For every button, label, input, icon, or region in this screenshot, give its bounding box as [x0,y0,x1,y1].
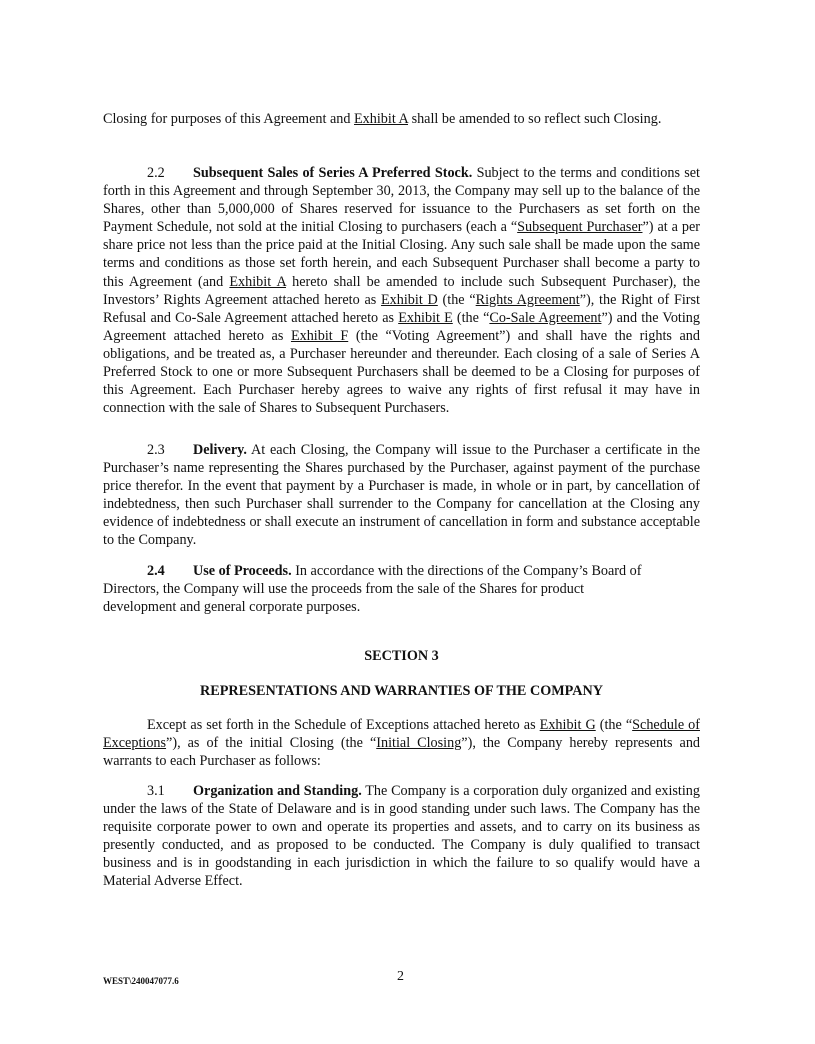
section-2-3-title: Delivery. [193,442,247,458]
intro-paragraph: Closing for purposes of this Agreement and Exhibit A shall be amended to so reflect such Closing. [103,111,662,127]
section-2-4-paragraph: 2.4 Use of Proceeds. In accordance with the directions of the Company’s Board of Directors, the Company will use the proceeds from the sale of the Shares for product development and general corporate purposes. [103,563,642,616]
section-2-2-title: Subsequent Sales of Series A Preferred Stock. [193,165,473,181]
section-3-1-paragraph: 3.1 Organization and Standing. The Company is a corporation duly organized and existing under the laws of the State of Delaware and is in good standing under such laws. The Company has the requisite corporate power to own and operate its properties and assets, and to carry on its business as presently conducted, and as proposed to be conducted. The Company is duly qualified to transact business and is in goodstanding in each jurisdiction in which the failure to so qualify would have a Material Adverse Effect. [103,783,700,890]
document-id: WEST\240047077.6 [103,976,179,986]
section-3-subheading: REPRESENTATIONS AND WARRANTIES OF THE COMPANY [200,683,603,699]
section-3-heading: SECTION 3 [364,648,439,664]
section-3-1-title: Organization and Standing. [193,783,362,799]
exhibit-a-link: Exhibit A [354,111,409,127]
section-2-4-title: Use of Proceeds. [193,563,292,579]
page-number: 2 [397,969,404,984]
section-2-3-paragraph: 2.3 Delivery. At each Closing, the Company will issue to the Purchaser a certificate in the Purchaser’s name representing the Shares purchased by the Purchaser, against payment of the purchase price therefor. In the event that payment by a Purchaser is made, in whole or in part, by cancellation of indebtedness, then such Purchaser shall surrender to the Company for cancellation at the Closing any evidence of indebtedness or shall execute an instrument of cancellation in form and substance acceptable to the Company. [103,442,700,549]
exceptions-paragraph: Except as set forth in the Schedule of Exceptions attached hereto as Exhibit G (the “Schedule of Exceptions”), as of the initial Closing (the “Initial Closing”), the Company hereby represents and warrants to each Purchaser as follows: [103,717,701,770]
section-2-2-paragraph: 2.2 Subsequent Sales of Series A Preferred Stock. Subject to the terms and conditions set forth in this Agreement and through September 30, 2013, the Company may sell up to the balance of the Shares, other than 5,000,000 of Shares reserved for issuance to the Purchasers as set forth on the Payment Schedule, not sold at the initial Closing to purchasers (each a “Subsequent Purchaser”) at a per share price not less than the price paid at the Initial Closing. Any such sale shall be made upon the same terms and conditions as those set forth herein, and each Subsequent Purchaser shall become a party to this Agreement (and Exhibit A hereto shall be amended to include such Subsequent Purchaser), the Investors’ Rights Agreement attached hereto as Exhibit D (the “Rights Agreement”), the Right of First Refusal and Co-Sale Agreement attached hereto as Exhibit E (the “Co-Sale Agreement”) and the Voting Agreement attached hereto as Exhibit F (the “Voting Agreement”) and shall have the rights and obligations, and be treated as, a Purchaser hereunder and thereunder. Each closing of a sale of Series A Preferred Stock to one or more Subsequent Purchasers shall be deemed to be a Closing for purposes of this Agreement. Each Purchaser hereby agrees to waive any rights of first refusal it may have in connection with the sale of Shares to Subsequent Purchasers. [103,165,701,417]
